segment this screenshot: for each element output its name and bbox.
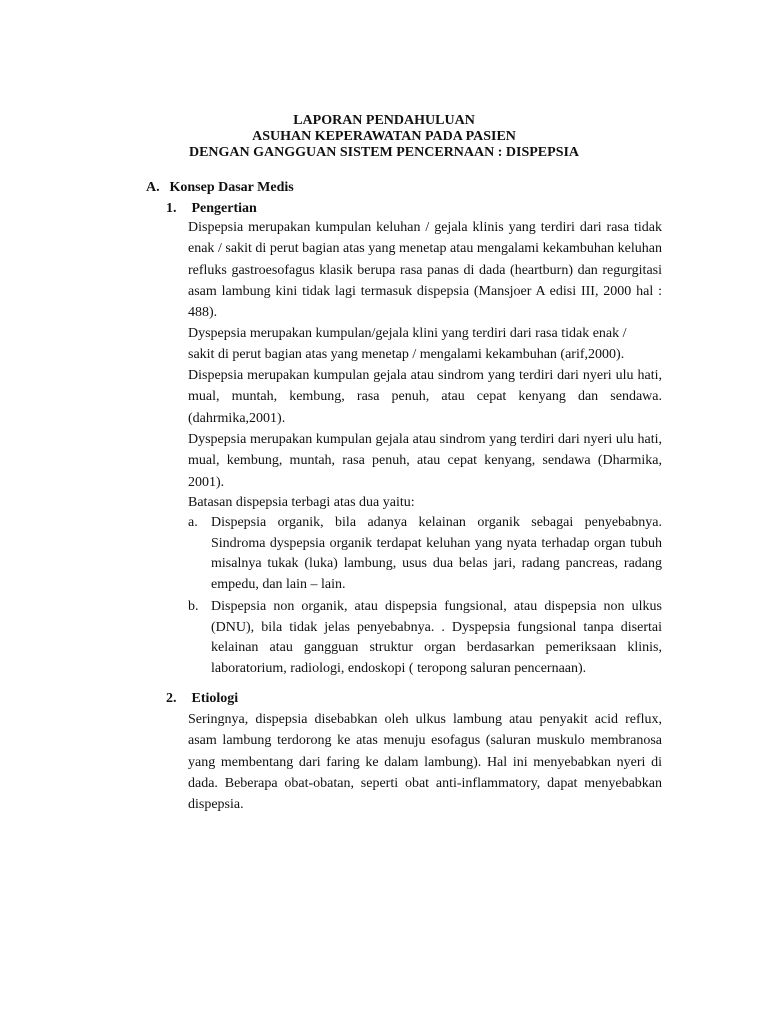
title-line-1: LAPORAN PENDAHULUAN [293,113,475,128]
list-item-text: Dispepsia non organik, atau dispepsia fungsional, atau dispepsia non ulkus (DNU), bila tidak jelas penyebabnya. . Dyspepsia fungsional tanpa disertai kelainan atau gangguan struktur organ berdasarkan pemeriksaan klinis, laboratorium, radiologi, endoskopi ( teropong saluran pencernaan). [211,599,662,677]
subsection-heading-pengertian [166,199,666,219]
list-item-text: Dispepsia organik, bila adanya kelainan organik sebagai penyebabnya. Sindroma dyspepsia organik terdapat keluhan yang nyata terhadap organ tubuh misalnya tukak (luka) lambung, usus dua belas jari, radang pancreas, radang empedu, dan lain – lain. [211,515,662,593]
subsection-title: Etiologi [191,691,239,706]
subsection-title: Pengertian [191,201,257,216]
subsection-marker: 2. [166,691,177,706]
list-item-b [188,597,662,680]
list-marker: b. [188,599,199,614]
title-line-3: DENGAN GANGGUAN SISTEM PENCERNAAN : DISPEPSIA [188,145,580,160]
paragraph-pengertian-2 [188,323,662,366]
paragraph-line: Dyspepsia merupakan kumpulan/gejala klini yang terdiri dari rasa tidak enak / [188,326,627,341]
section-title: Konsep Dasar Medis [169,180,294,195]
paragraph-line: sakit di perut bagian atas yang menetap / mengalami kekambuhan (arif,2000). [188,347,625,363]
paragraph-pengertian-1: Dispepsia merupakan kumpulan keluhan / gejala klinis yang terdiri dari rasa tidak enak / sakit di perut bagian atas yang menetap atau mengalami kekambuhan keluhan refluks gastroesofagus klasik berupa rasa panas di dada (heartburn) dan regurgitasi asam lambung kini tidak lagi termasuk dispepsia (Mansjoer A edisi III, 2000 hal : 488). [188,220,662,321]
section-marker: A. [146,180,160,195]
section-heading-a [146,178,686,198]
list-item-a [188,513,662,596]
document-title [0,113,768,161]
subsection-heading-etiologi [166,689,666,709]
paragraph-pengertian-4: Dyspepsia merupakan kumpulan gejala atau sindrom yang terdiri dari nyeri ulu hati, mual, kembung, muntah, rasa penuh, atau cepat kenyang, sendawa (Dharmika, 2001). [188,432,662,490]
paragraph-pengertian-5: Batasan dispepsia terbagi atas dua yaitu: [188,495,415,510]
title-line-2: ASUHAN KEPERAWATAN PADA PASIEN [252,129,516,144]
list-marker: a. [188,515,198,530]
subsection-marker: 1. [166,201,177,216]
paragraph-pengertian-3: Dispepsia merupakan kumpulan gejala atau sindrom yang terdiri dari nyeri ulu hati, mual, muntah, kembung, rasa penuh, atau cepat kenyang dan sendawa. (dahrmika,2001). [188,368,662,426]
paragraph-etiologi-1: Seringnya, dispepsia disebabkan oleh ulkus lambung atau penyakit acid reflux, asam lambung terdorong ke atas menuju esofagus (saluran muskulo membranosa yang membentang dari faring ke dalam lambung). Hal ini menyebabkan nyeri di dada. Beberapa obat-obatan, seperti obat anti-inflammatory, dapat menyebabkan dispepsia. [188,712,662,813]
